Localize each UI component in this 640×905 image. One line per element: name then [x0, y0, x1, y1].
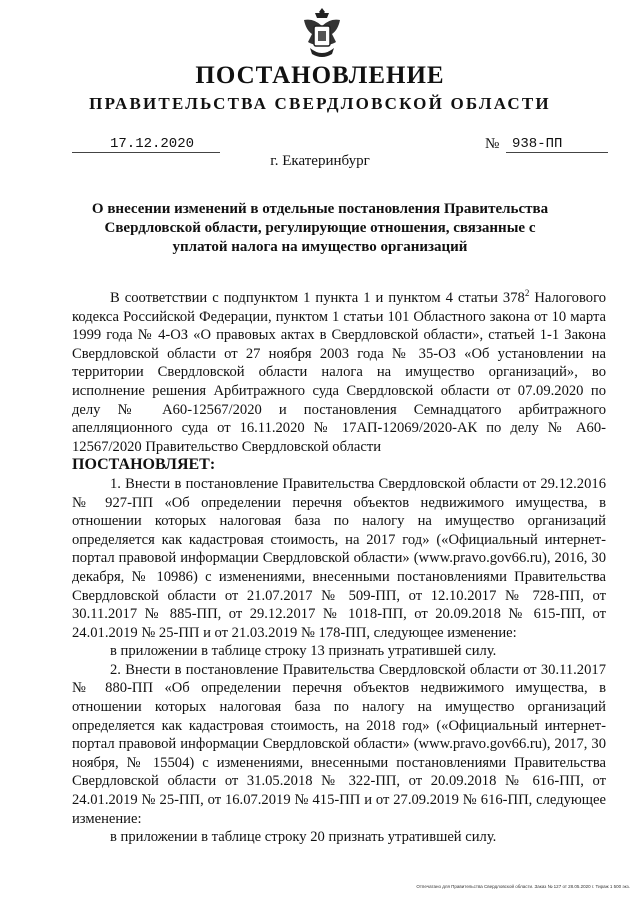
item-2-change: в приложении в таблице строку 20 признать утратившей силу. [110, 829, 497, 846]
item-1-change: в приложении в таблице строку 13 признать утратившей силу. [110, 643, 497, 660]
print-footer: Отпечатано для Правительства Свердловской области. Заказ № 127 от 28.05.2020 г. Тираж 1 500 экз. [416, 884, 630, 889]
document-title: ПОСТАНОВЛЕНИЕ [195, 62, 445, 89]
document-city: г. Екатеринбург [270, 153, 370, 169]
document-body [72, 289, 606, 847]
preamble-part2: Налогового кодекса Российской Федерации, пунктом 1 статьи 101 Областного закона от 10 марта 1999 года № 4-ОЗ «О правовых актах в Свердловской области», статьей 1-1 Закона Свердловской области от 27 ноября 2003 года № 35-ОЗ «Об установлении на территории Свердловской области налога на имущество организаций», во исполнение решения Арбитражного суда Свердловской области от 07.09.2020 по делу № А60-12567/2020 и постановления Семнадцатого арбитражного апелляционного суда от 16.11.2020 № 17АП-12069/2020-АК по делу № А60-12567/2020 Правительство Свердловской области [72, 290, 606, 455]
preamble-paragraph [72, 289, 606, 456]
item-2-paragraph: 2. Внести в постановление Правительства Свердловской области от 30.11.2017 № 880-ПП «Об определении перечня объектов недвижимого имущества, в отношении которых налоговая база по налогу на имущество организаций определяется как кадастровая стоимость, на 2018 год» («Официальный интернет-портал правовой информации Свердловской области» (www.pravo.gov66.ru), 2017, 30 ноября, № 15504) с изменениями, внесенными постановлениями Правительства Свердловской области от 31.05.2018 № 322-ПП, от 20.09.2018 № 616-ПП, от 24.01.2019 № 25-ПП, от 16.07.2019 № 415-ПП и от 27.09.2019 № 616-ПП, следующее изменение: [72, 661, 606, 827]
coat-of-arms-emblem [296, 4, 348, 60]
decree-word: ПОСТАНОВЛЯЕТ: [72, 456, 216, 474]
document-subtitle: ПРАВИТЕЛЬСТВА СВЕРДЛОВСКОЙ ОБЛАСТИ [89, 94, 551, 113]
item-1-paragraph: 1. Внести в постановление Правительства Свердловской области от 29.12.2016 № 927-ПП «Об определении перечня объектов недвижимого имущества, в отношении которых налоговая база по налогу на имущество организаций определяется как кадастровая стоимость, на 2017 год» («Официальный интернет-портал правовой информации Свердловской области» (www.pravo.gov66.ru), 2016, 30 декабря, № 10986) с изменениями, внесенными постановлениями Правительства Свердловской области от 21.07.2017 № 509-ПП, от 12.10.2017 № 728-ПП, от 30.11.2017 № 885-ПП, от 29.12.2017 № 1018-ПП, от 20.09.2018 № 615-ПП, от 24.01.2019 № 25-ПП и от 21.03.2019 № 178-ПП, следующее изменение: [72, 475, 606, 641]
document-number-label: № [485, 136, 500, 152]
document-heading: О внесении изменений в отдельные постановления Правительства Свердловской области, регулирующие отношения, связанные с уплатой налога на имущество организаций [91, 201, 549, 255]
document-date: 17.12.2020 [72, 136, 220, 153]
preamble-superscript: 2 [524, 288, 530, 299]
preamble-part1: В соответствии с подпунктом 1 пункта 1 и пунктом 4 статьи 378 [110, 290, 525, 306]
document-number: 938-ПП [506, 136, 608, 153]
